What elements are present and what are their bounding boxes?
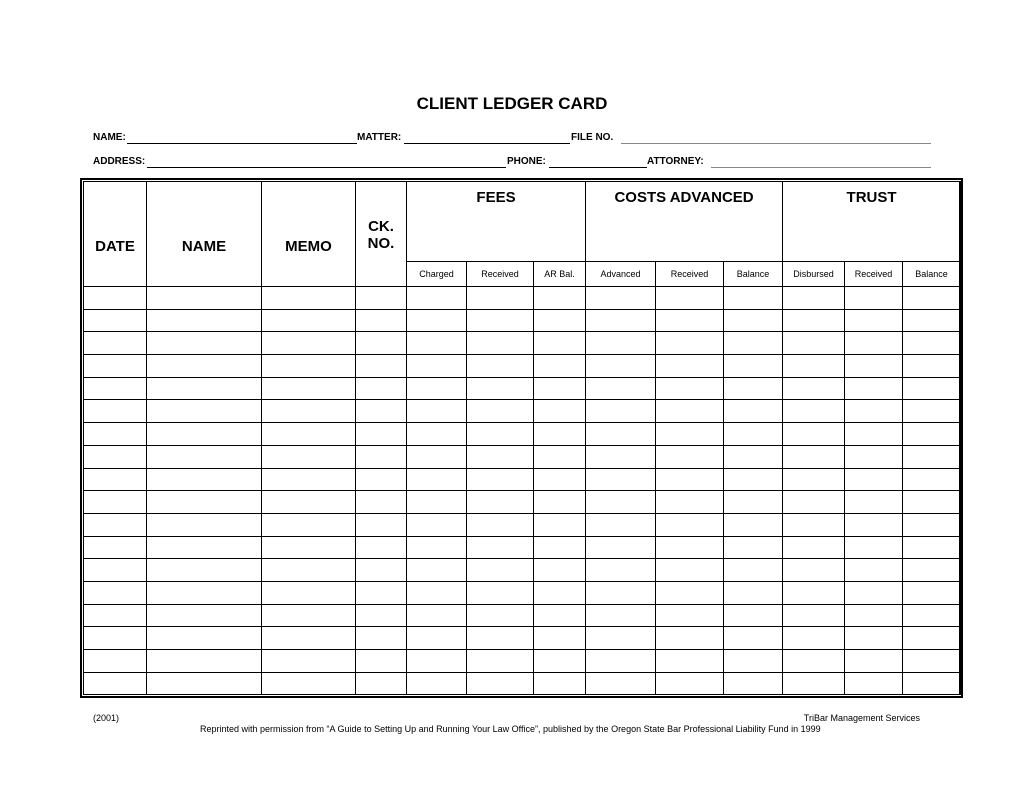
- table-cell[interactable]: [903, 672, 961, 695]
- table-cell[interactable]: [724, 604, 783, 627]
- table-cell[interactable]: [656, 332, 724, 355]
- table-row: [84, 559, 961, 582]
- table-cell[interactable]: [656, 581, 724, 604]
- table-cell[interactable]: [262, 287, 356, 310]
- table-cell[interactable]: [845, 309, 903, 332]
- table-cell[interactable]: [84, 536, 147, 559]
- table-cell[interactable]: [724, 309, 783, 332]
- table-cell[interactable]: [147, 287, 262, 310]
- table-cell[interactable]: [356, 491, 407, 514]
- table-cell[interactable]: [783, 445, 845, 468]
- table-cell[interactable]: [903, 559, 961, 582]
- table-cell[interactable]: [586, 672, 656, 695]
- table-cell[interactable]: [783, 650, 845, 673]
- table-cell[interactable]: [407, 536, 467, 559]
- table-cell[interactable]: [783, 536, 845, 559]
- table-cell[interactable]: [724, 332, 783, 355]
- table-cell[interactable]: [534, 627, 586, 650]
- table-cell[interactable]: [783, 559, 845, 582]
- table-cell[interactable]: [356, 604, 407, 627]
- table-cell[interactable]: [586, 468, 656, 491]
- table-cell[interactable]: [407, 377, 467, 400]
- name-header: NAME: [147, 182, 262, 287]
- ledger-table: [83, 181, 961, 695]
- table-cell[interactable]: [656, 559, 724, 582]
- table-cell[interactable]: [534, 309, 586, 332]
- table-cell[interactable]: [845, 377, 903, 400]
- ledger-rows: [84, 287, 961, 695]
- table-cell[interactable]: [262, 377, 356, 400]
- table-cell[interactable]: [586, 559, 656, 582]
- table-cell[interactable]: [84, 445, 147, 468]
- table-cell[interactable]: [903, 627, 961, 650]
- table-cell[interactable]: [845, 423, 903, 446]
- table-cell[interactable]: [586, 287, 656, 310]
- table-cell[interactable]: [783, 604, 845, 627]
- table-cell[interactable]: [534, 491, 586, 514]
- footer-publisher: TriBar Management Services: [803, 713, 920, 723]
- table-cell[interactable]: [903, 604, 961, 627]
- table-cell[interactable]: [84, 604, 147, 627]
- table-cell[interactable]: [147, 536, 262, 559]
- ledger-table-frame: [80, 178, 963, 698]
- table-cell[interactable]: [407, 468, 467, 491]
- table-cell[interactable]: [586, 309, 656, 332]
- table-cell[interactable]: [262, 309, 356, 332]
- table-cell[interactable]: [724, 513, 783, 536]
- table-cell[interactable]: [467, 672, 534, 695]
- table-cell[interactable]: [147, 604, 262, 627]
- table-cell[interactable]: [147, 468, 262, 491]
- table-cell[interactable]: [724, 627, 783, 650]
- table-cell[interactable]: [783, 355, 845, 378]
- trust-header: TRUST: [783, 182, 961, 262]
- table-cell[interactable]: [724, 536, 783, 559]
- table-cell[interactable]: [724, 672, 783, 695]
- table-cell[interactable]: [656, 468, 724, 491]
- table-cell[interactable]: [407, 559, 467, 582]
- table-cell[interactable]: [724, 423, 783, 446]
- phone-field[interactable]: [549, 167, 647, 168]
- table-cell[interactable]: [356, 423, 407, 446]
- table-cell[interactable]: [147, 581, 262, 604]
- table-cell[interactable]: [262, 627, 356, 650]
- table-cell[interactable]: [467, 513, 534, 536]
- table-cell[interactable]: [467, 468, 534, 491]
- table-cell[interactable]: [845, 491, 903, 514]
- table-cell[interactable]: [407, 445, 467, 468]
- table-cell[interactable]: [262, 559, 356, 582]
- table-cell[interactable]: [724, 650, 783, 673]
- table-cell[interactable]: [147, 491, 262, 514]
- table-cell[interactable]: [586, 400, 656, 423]
- table-cell[interactable]: [407, 287, 467, 310]
- table-cell[interactable]: [783, 400, 845, 423]
- table-row: [84, 536, 961, 559]
- table-row: [84, 491, 961, 514]
- table-cell[interactable]: [262, 400, 356, 423]
- table-cell[interactable]: [534, 513, 586, 536]
- table-cell[interactable]: [84, 309, 147, 332]
- table-cell[interactable]: [724, 355, 783, 378]
- table-row: [84, 468, 961, 491]
- attorney-field[interactable]: [711, 167, 931, 168]
- table-cell[interactable]: [724, 581, 783, 604]
- table-row: [84, 581, 961, 604]
- table-cell[interactable]: [724, 559, 783, 582]
- table-cell[interactable]: [845, 468, 903, 491]
- table-cell[interactable]: [656, 513, 724, 536]
- table-cell[interactable]: [407, 513, 467, 536]
- table-cell[interactable]: [783, 332, 845, 355]
- table-cell[interactable]: [84, 468, 147, 491]
- phone-label: PHONE:: [507, 156, 546, 167]
- table-cell[interactable]: [147, 400, 262, 423]
- table-cell[interactable]: [262, 650, 356, 673]
- table-cell[interactable]: [903, 491, 961, 514]
- table-cell[interactable]: [534, 400, 586, 423]
- table-cell[interactable]: [903, 581, 961, 604]
- table-row: [84, 513, 961, 536]
- table-cell[interactable]: [534, 423, 586, 446]
- table-cell[interactable]: [656, 604, 724, 627]
- table-cell[interactable]: [84, 513, 147, 536]
- table-cell[interactable]: [407, 581, 467, 604]
- table-cell[interactable]: [407, 491, 467, 514]
- table-cell[interactable]: [724, 377, 783, 400]
- table-cell[interactable]: [467, 309, 534, 332]
- table-cell[interactable]: [407, 423, 467, 446]
- table-cell[interactable]: [656, 650, 724, 673]
- table-cell[interactable]: [845, 650, 903, 673]
- table-cell[interactable]: [356, 377, 407, 400]
- table-cell[interactable]: [534, 445, 586, 468]
- table-cell[interactable]: [84, 559, 147, 582]
- table-row: [84, 604, 961, 627]
- table-cell[interactable]: [262, 604, 356, 627]
- date-header: DATE: [84, 182, 147, 287]
- table-cell[interactable]: [534, 672, 586, 695]
- table-cell[interactable]: [586, 445, 656, 468]
- table-cell[interactable]: [783, 581, 845, 604]
- table-cell[interactable]: [586, 627, 656, 650]
- table-cell[interactable]: [586, 355, 656, 378]
- table-cell[interactable]: [147, 513, 262, 536]
- table-cell[interactable]: [356, 468, 407, 491]
- table-cell[interactable]: [586, 377, 656, 400]
- table-cell[interactable]: [356, 309, 407, 332]
- table-row: [84, 423, 961, 446]
- table-row: [84, 445, 961, 468]
- table-cell[interactable]: [356, 355, 407, 378]
- table-cell[interactable]: [467, 445, 534, 468]
- table-cell[interactable]: [147, 377, 262, 400]
- trust-received-header: Received: [845, 261, 903, 286]
- table-cell[interactable]: [845, 400, 903, 423]
- table-cell[interactable]: [783, 287, 845, 310]
- table-cell[interactable]: [903, 468, 961, 491]
- trust-balance-header: Balance: [903, 261, 961, 286]
- table-cell[interactable]: [407, 332, 467, 355]
- table-cell[interactable]: [147, 309, 262, 332]
- table-cell[interactable]: [84, 400, 147, 423]
- table-cell[interactable]: [84, 650, 147, 673]
- table-cell[interactable]: [845, 581, 903, 604]
- fees-received-header: Received: [467, 261, 534, 286]
- table-cell[interactable]: [84, 355, 147, 378]
- table-cell[interactable]: [534, 581, 586, 604]
- table-row: [84, 400, 961, 423]
- table-cell[interactable]: [903, 536, 961, 559]
- costs-advanced-sub-header: Advanced: [586, 261, 656, 286]
- trust-disbursed-header: Disbursed: [783, 261, 845, 286]
- table-cell[interactable]: [356, 513, 407, 536]
- table-cell[interactable]: [845, 536, 903, 559]
- table-cell[interactable]: [845, 355, 903, 378]
- table-cell[interactable]: [467, 559, 534, 582]
- table-cell[interactable]: [845, 513, 903, 536]
- table-cell[interactable]: [84, 377, 147, 400]
- table-cell[interactable]: [656, 355, 724, 378]
- table-cell[interactable]: [84, 423, 147, 446]
- table-row: [84, 355, 961, 378]
- footer-year: (2001): [93, 713, 120, 723]
- table-cell[interactable]: [467, 536, 534, 559]
- table-cell[interactable]: [262, 423, 356, 446]
- table-cell[interactable]: [534, 650, 586, 673]
- table-cell[interactable]: [467, 650, 534, 673]
- table-row: [84, 627, 961, 650]
- table-cell[interactable]: [586, 423, 656, 446]
- table-cell[interactable]: [903, 309, 961, 332]
- memo-header: MEMO: [262, 182, 356, 287]
- table-cell[interactable]: [656, 287, 724, 310]
- table-cell[interactable]: [356, 287, 407, 310]
- table-cell[interactable]: [656, 400, 724, 423]
- table-row: [84, 672, 961, 695]
- table-cell[interactable]: [356, 650, 407, 673]
- table-row: [84, 650, 961, 673]
- table-cell[interactable]: [724, 400, 783, 423]
- attorney-label: ATTORNEY:: [647, 156, 704, 167]
- table-cell[interactable]: [147, 355, 262, 378]
- costs-advanced-header: COSTS ADVANCED: [586, 182, 783, 262]
- table-cell[interactable]: [356, 445, 407, 468]
- table-cell[interactable]: [845, 332, 903, 355]
- table-cell[interactable]: [356, 559, 407, 582]
- table-cell[interactable]: [656, 672, 724, 695]
- table-cell[interactable]: [262, 468, 356, 491]
- table-cell[interactable]: [467, 400, 534, 423]
- table-cell[interactable]: [147, 650, 262, 673]
- table-cell[interactable]: [783, 491, 845, 514]
- ck-no-header: [356, 182, 407, 287]
- table-cell[interactable]: [656, 377, 724, 400]
- table-cell[interactable]: [356, 672, 407, 695]
- table-cell[interactable]: [356, 536, 407, 559]
- table-cell[interactable]: [356, 332, 407, 355]
- table-cell[interactable]: [586, 650, 656, 673]
- table-cell[interactable]: [407, 400, 467, 423]
- table-cell[interactable]: [724, 491, 783, 514]
- table-cell[interactable]: [467, 604, 534, 627]
- table-cell[interactable]: [534, 377, 586, 400]
- table-cell[interactable]: [845, 627, 903, 650]
- table-row: [84, 309, 961, 332]
- table-cell[interactable]: [147, 332, 262, 355]
- table-cell[interactable]: [407, 309, 467, 332]
- table-cell[interactable]: [407, 650, 467, 673]
- table-cell[interactable]: [783, 377, 845, 400]
- table-cell[interactable]: [84, 581, 147, 604]
- table-cell[interactable]: [534, 355, 586, 378]
- table-cell[interactable]: [845, 672, 903, 695]
- table-cell[interactable]: [783, 627, 845, 650]
- table-cell[interactable]: [262, 332, 356, 355]
- table-cell[interactable]: [84, 287, 147, 310]
- table-cell[interactable]: [534, 287, 586, 310]
- table-cell[interactable]: [903, 445, 961, 468]
- table-cell[interactable]: [903, 332, 961, 355]
- table-cell[interactable]: [586, 332, 656, 355]
- file-no-label: FILE NO.: [571, 132, 614, 143]
- table-cell[interactable]: [407, 627, 467, 650]
- table-cell[interactable]: [656, 536, 724, 559]
- table-cell[interactable]: [656, 309, 724, 332]
- table-cell[interactable]: [724, 468, 783, 491]
- matter-field[interactable]: [404, 143, 570, 144]
- table-cell[interactable]: [586, 581, 656, 604]
- table-cell[interactable]: [467, 355, 534, 378]
- table-cell[interactable]: [147, 423, 262, 446]
- table-cell[interactable]: [262, 513, 356, 536]
- table-cell[interactable]: [903, 400, 961, 423]
- address-field[interactable]: [147, 167, 506, 168]
- table-cell[interactable]: [467, 287, 534, 310]
- table-cell[interactable]: [783, 513, 845, 536]
- table-cell[interactable]: [534, 559, 586, 582]
- table-cell[interactable]: [356, 400, 407, 423]
- table-cell[interactable]: [903, 423, 961, 446]
- page-title: CLIENT LEDGER CARD: [416, 94, 608, 113]
- table-cell[interactable]: [656, 627, 724, 650]
- table-cell[interactable]: [534, 468, 586, 491]
- table-cell[interactable]: [534, 536, 586, 559]
- table-cell[interactable]: [262, 491, 356, 514]
- table-cell[interactable]: [262, 445, 356, 468]
- footer-reprint-note: Reprinted with permission from “A Guide to Setting Up and Running Your Law Office”, published by the Oregon State Bar Professional Liability Fund in 1999: [200, 724, 821, 734]
- table-cell[interactable]: [845, 445, 903, 468]
- table-cell[interactable]: [656, 445, 724, 468]
- table-cell[interactable]: [84, 672, 147, 695]
- table-cell[interactable]: [84, 332, 147, 355]
- table-cell[interactable]: [262, 581, 356, 604]
- table-cell[interactable]: [467, 581, 534, 604]
- table-row: [84, 377, 961, 400]
- table-row: [84, 332, 961, 355]
- table-cell[interactable]: [783, 309, 845, 332]
- table-cell[interactable]: [586, 513, 656, 536]
- table-cell[interactable]: [467, 332, 534, 355]
- table-cell[interactable]: [903, 650, 961, 673]
- table-cell[interactable]: [724, 287, 783, 310]
- table-cell[interactable]: [586, 604, 656, 627]
- table-cell[interactable]: [467, 627, 534, 650]
- ck-no-label: CK. NO.: [367, 218, 395, 252]
- table-cell[interactable]: [262, 536, 356, 559]
- file-no-field[interactable]: [621, 143, 931, 144]
- table-cell[interactable]: [845, 604, 903, 627]
- address-label: ADDRESS:: [93, 156, 146, 167]
- table-cell[interactable]: [467, 491, 534, 514]
- table-cell[interactable]: [262, 355, 356, 378]
- table-cell[interactable]: [845, 287, 903, 310]
- table-cell[interactable]: [656, 423, 724, 446]
- table-cell[interactable]: [407, 604, 467, 627]
- table-cell[interactable]: [783, 672, 845, 695]
- table-cell[interactable]: [903, 355, 961, 378]
- table-cell[interactable]: [467, 377, 534, 400]
- table-cell[interactable]: [534, 332, 586, 355]
- fees-charged-header: Charged: [407, 261, 467, 286]
- table-cell[interactable]: [845, 559, 903, 582]
- table-cell[interactable]: [262, 672, 356, 695]
- table-cell[interactable]: [467, 423, 534, 446]
- table-cell[interactable]: [783, 423, 845, 446]
- table-cell[interactable]: [534, 604, 586, 627]
- table-cell[interactable]: [356, 581, 407, 604]
- costs-received-header: Received: [656, 261, 724, 286]
- table-cell[interactable]: [356, 627, 407, 650]
- name-label: NAME:: [93, 132, 126, 143]
- table-cell[interactable]: [147, 445, 262, 468]
- table-cell[interactable]: [84, 627, 147, 650]
- table-cell[interactable]: [84, 491, 147, 514]
- table-cell[interactable]: [407, 355, 467, 378]
- table-cell[interactable]: [903, 287, 961, 310]
- table-cell[interactable]: [147, 627, 262, 650]
- table-row: [84, 287, 961, 310]
- table-cell[interactable]: [586, 491, 656, 514]
- fees-ar-bal-header: AR Bal.: [534, 261, 586, 286]
- table-cell[interactable]: [724, 445, 783, 468]
- costs-balance-header: Balance: [724, 261, 783, 286]
- table-cell[interactable]: [903, 513, 961, 536]
- table-cell[interactable]: [656, 491, 724, 514]
- name-field[interactable]: [127, 143, 357, 144]
- table-cell[interactable]: [147, 559, 262, 582]
- matter-label: MATTER:: [357, 132, 402, 143]
- table-cell[interactable]: [783, 468, 845, 491]
- fees-header: FEES: [407, 182, 586, 262]
- table-cell[interactable]: [586, 536, 656, 559]
- table-cell[interactable]: [903, 377, 961, 400]
- table-cell[interactable]: [147, 672, 262, 695]
- table-cell[interactable]: [407, 672, 467, 695]
